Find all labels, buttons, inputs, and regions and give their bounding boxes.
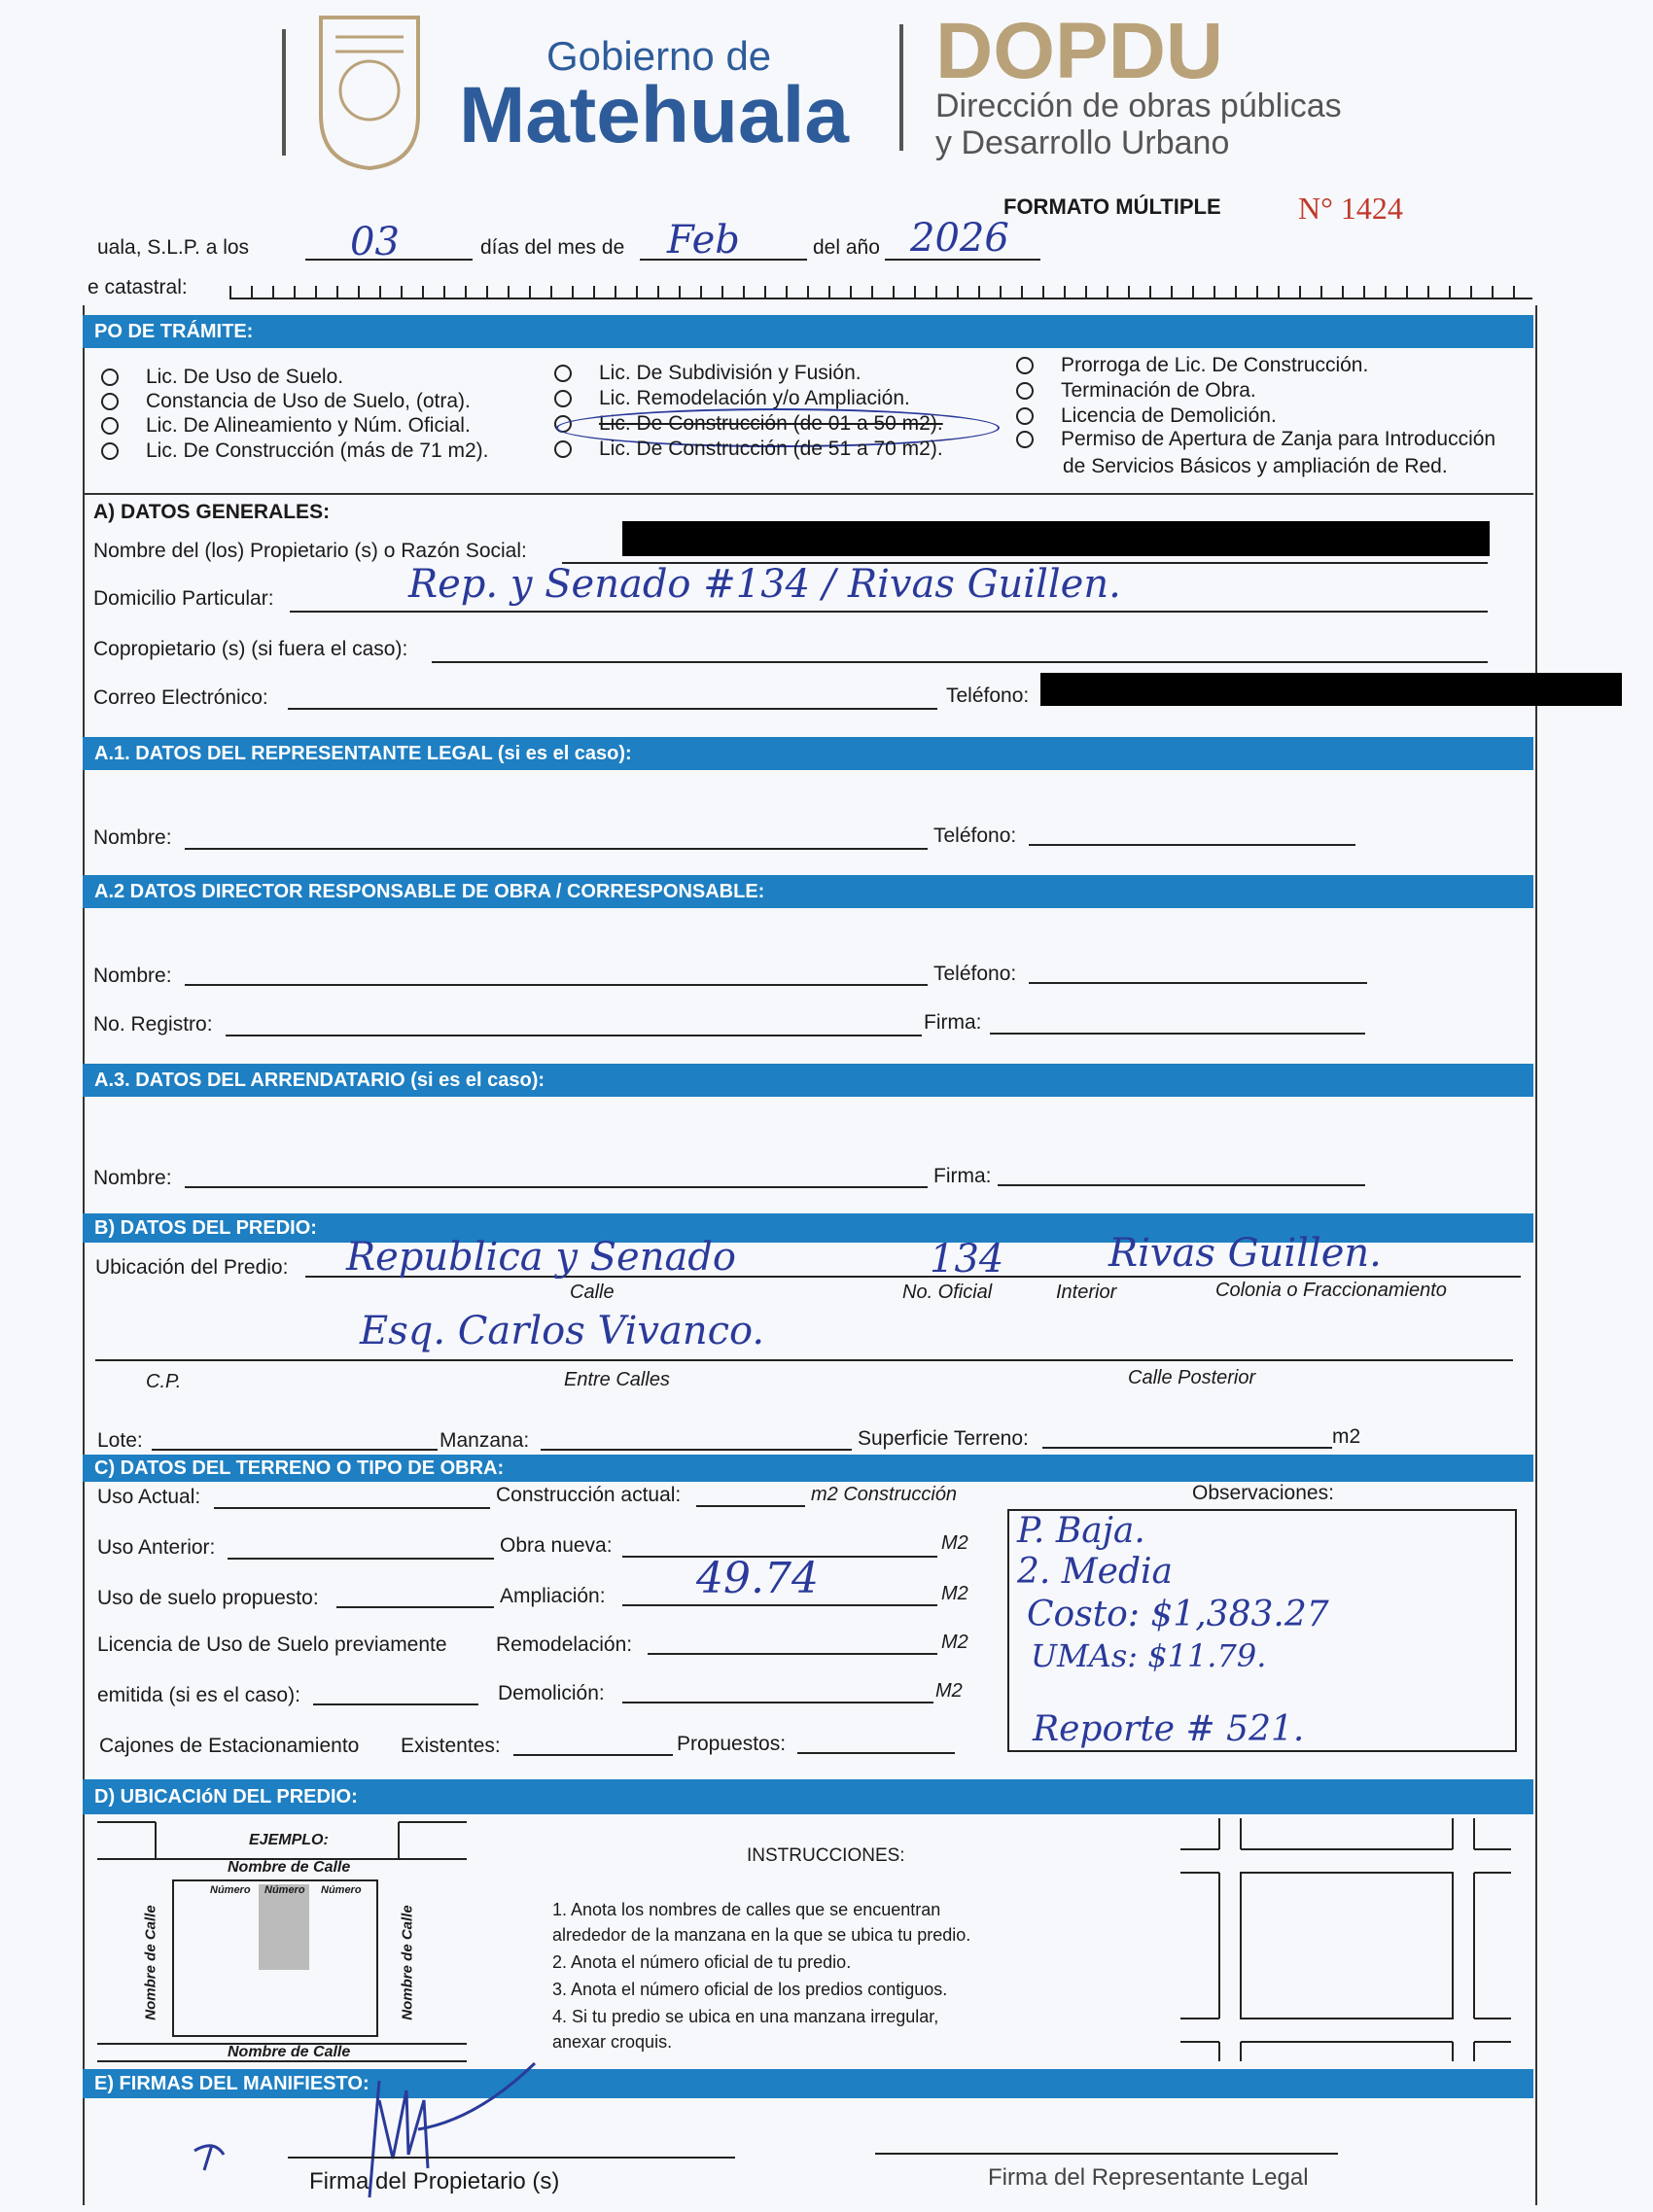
lote-label: Lote: bbox=[97, 1429, 143, 1452]
colonia-value: Rivas Guillen. bbox=[1108, 1231, 1382, 1276]
radio-bullet[interactable] bbox=[101, 442, 119, 460]
municipal-logo bbox=[311, 8, 428, 173]
example-street-left: Nombre de Calle bbox=[142, 1905, 159, 2020]
uso-anterior-label: Uso Anterior: bbox=[97, 1536, 216, 1559]
dir-name-label: Nombre: bbox=[93, 965, 172, 987]
gov-name: Matehuala bbox=[459, 71, 849, 159]
rep-signature-line[interactable] bbox=[875, 2153, 1338, 2155]
radio-bullet[interactable] bbox=[1016, 407, 1034, 425]
header-divider bbox=[282, 29, 286, 156]
arr-sign-label: Firma: bbox=[933, 1165, 992, 1187]
superficie-unit: m2 bbox=[1332, 1425, 1361, 1448]
director-header: A.2 DATOS DIRECTOR RESPONSABLE DE OBRA / CORRESPONSABLE: bbox=[83, 875, 1533, 908]
lote-field[interactable] bbox=[152, 1449, 438, 1451]
year-label: del año bbox=[813, 236, 880, 259]
owner-redaction bbox=[622, 521, 1490, 556]
radio-bullet[interactable] bbox=[554, 440, 572, 458]
const-actual-label: Construcción actual: bbox=[496, 1484, 682, 1506]
dir-sign-field[interactable] bbox=[990, 1033, 1365, 1035]
tramite-col2-item4[interactable]: Lic. De Construcción (de 51 a 70 m2). bbox=[554, 438, 943, 461]
example-numero-3: Número bbox=[321, 1884, 362, 1896]
between-field[interactable] bbox=[95, 1359, 1513, 1361]
dir-name-field[interactable] bbox=[185, 984, 928, 986]
radio-bullet[interactable] bbox=[101, 393, 119, 410]
radio-bullet[interactable] bbox=[554, 390, 572, 407]
radio-bullet[interactable] bbox=[1016, 357, 1034, 374]
superficie-field[interactable] bbox=[1042, 1447, 1332, 1449]
example-numero-2: Número bbox=[264, 1884, 305, 1896]
address-value: Rep. y Senado #134 / Rivas Guillen. bbox=[408, 562, 1121, 607]
email-field[interactable] bbox=[288, 708, 937, 710]
obra-nueva-unit: M2 bbox=[941, 1532, 968, 1554]
dept-acronym: DOPDU bbox=[935, 7, 1224, 95]
tramite-col1-item2[interactable]: Constancia de Uso de Suelo, (otra). bbox=[101, 390, 471, 413]
obs-note-3: Costo: $1,383.27 bbox=[1027, 1595, 1329, 1634]
tramite-header: PO DE TRÁMITE: bbox=[83, 315, 1533, 348]
radio-bullet[interactable] bbox=[101, 369, 119, 386]
email-label: Correo Electrónico: bbox=[93, 686, 268, 709]
ubicacion-header: D) UBICACIóN DEL PREDIO: bbox=[83, 1779, 1533, 1814]
m2-const-label: m2 Construcción bbox=[811, 1484, 958, 1505]
demolicion-field[interactable] bbox=[622, 1702, 933, 1703]
phone-redaction bbox=[1040, 673, 1622, 706]
propuestos-label: Propuestos: bbox=[677, 1733, 787, 1755]
radio-bullet[interactable] bbox=[101, 417, 119, 435]
year-value: 2026 bbox=[910, 216, 1009, 261]
gov-top-text: Gobierno de bbox=[546, 33, 772, 79]
firmas-header: E) FIRMAS DEL MANIFIESTO: bbox=[83, 2069, 1533, 2098]
instruction-3: 2. Anota el número oficial de tu predio. bbox=[552, 1952, 852, 1972]
between-caption: Entre Calles bbox=[564, 1369, 670, 1390]
rep-phone-label: Teléfono: bbox=[933, 825, 1017, 847]
example-street-top: Nombre de Calle bbox=[228, 1859, 351, 1876]
location-sketch-grid[interactable] bbox=[1180, 1818, 1511, 2061]
catastral-boxes[interactable] bbox=[229, 274, 1532, 299]
predio-header: B) DATOS DEL PREDIO: bbox=[83, 1213, 1533, 1243]
obs-note-2: 2. Media bbox=[1017, 1552, 1173, 1592]
folio-number: N° 1424 bbox=[1298, 191, 1403, 226]
location-label: Ubicación del Predio: bbox=[95, 1256, 289, 1279]
rear-caption: Calle Posterior bbox=[1128, 1367, 1256, 1388]
number-value: 134 bbox=[930, 1237, 1004, 1282]
superficie-label: Superficie Terreno: bbox=[858, 1427, 1029, 1450]
dept-line-1: Dirección de obras públicas bbox=[935, 88, 1342, 124]
owner-signature-label: Firma del Propietario (s) bbox=[309, 2168, 560, 2194]
ampliacion-value: 49.74 bbox=[696, 1554, 819, 1603]
owner-label: Nombre del (los) Propietario (s) o Razón Social: bbox=[93, 540, 527, 562]
tramite-col2-item3-selected[interactable]: Lic. De Construcción (de 01 a 50 m2). bbox=[554, 412, 943, 436]
number-caption: No. Oficial bbox=[902, 1282, 993, 1303]
remodelacion-field[interactable] bbox=[648, 1653, 937, 1655]
tramite-col3-item1[interactable]: Prorroga de Lic. De Construcción. bbox=[1016, 354, 1368, 377]
section-a-divider bbox=[83, 493, 1533, 495]
emitida-label: emitida (si es el caso): bbox=[97, 1684, 300, 1706]
example-street-right: Nombre de Calle bbox=[399, 1905, 416, 2020]
day-value: 03 bbox=[350, 220, 400, 264]
uso-propuesto-label: Uso de suelo propuesto: bbox=[97, 1587, 319, 1609]
obs-note-5: Reporte # 521. bbox=[1033, 1709, 1305, 1749]
owner-signature-line[interactable] bbox=[288, 2157, 735, 2159]
example-street-bottom: Nombre de Calle bbox=[228, 2044, 351, 2060]
manzana-field[interactable] bbox=[541, 1449, 852, 1451]
propuestos-field[interactable] bbox=[797, 1752, 955, 1754]
interior-caption: Interior bbox=[1056, 1282, 1117, 1303]
coowner-label: Copropietario (s) (si fuera el caso): bbox=[93, 638, 408, 660]
section-a-title: A) DATOS GENERALES: bbox=[93, 501, 331, 523]
catastral-label: e catastral: bbox=[88, 276, 188, 298]
emitida-field[interactable] bbox=[313, 1703, 478, 1705]
rep-name-field[interactable] bbox=[185, 848, 928, 850]
instruction-6: anexar croquis. bbox=[552, 2032, 673, 2052]
radio-bullet[interactable] bbox=[554, 365, 572, 382]
form-type: FORMATO MÚLTIPLE bbox=[1003, 194, 1221, 219]
tramite-col3-item2[interactable]: Terminación de Obra. bbox=[1016, 379, 1256, 403]
ampliacion-label: Ampliación: bbox=[500, 1585, 606, 1607]
month-value: Feb bbox=[667, 218, 740, 263]
instruction-4: 3. Anota el número oficial de los predios contiguos. bbox=[552, 1980, 948, 1999]
rep-name-label: Nombre: bbox=[93, 826, 172, 849]
obs-note-4: UMAs: $11.79. bbox=[1031, 1637, 1267, 1674]
dir-phone-field[interactable] bbox=[1029, 982, 1367, 984]
tramite-col3-item3[interactable]: Licencia de Demolición. bbox=[1016, 404, 1277, 428]
cp-caption: C.P. bbox=[146, 1371, 182, 1392]
radio-bullet[interactable] bbox=[1016, 431, 1034, 448]
representante-header: A.1. DATOS DEL REPRESENTANTE LEGAL (si es el caso): bbox=[83, 737, 1533, 770]
demolicion-unit: M2 bbox=[935, 1680, 963, 1702]
ampliacion-field[interactable] bbox=[622, 1604, 937, 1606]
remodelacion-unit: M2 bbox=[941, 1632, 968, 1653]
header-divider-2 bbox=[899, 24, 903, 151]
obra-nueva-label: Obra nueva: bbox=[500, 1534, 613, 1557]
licencia-prev-label: Licencia de Uso de Suelo previamente bbox=[97, 1633, 447, 1656]
instruction-5: 4. Si tu predio se ubica en una manzana irregular, bbox=[552, 2007, 939, 2026]
example-numero-1: Número bbox=[210, 1884, 251, 1896]
instructions-title: INSTRUCCIONES: bbox=[747, 1845, 905, 1866]
arr-name-field[interactable] bbox=[185, 1186, 928, 1188]
dir-reg-field[interactable] bbox=[226, 1035, 922, 1036]
uso-propuesto-field[interactable] bbox=[336, 1606, 494, 1608]
tramite-col1-item3[interactable]: Lic. De Alineamiento y Núm. Oficial. bbox=[101, 414, 471, 438]
phone-label: Teléfono: bbox=[946, 685, 1030, 707]
observaciones-label: Observaciones: bbox=[1192, 1482, 1334, 1504]
demolicion-label: Demolición: bbox=[498, 1682, 605, 1704]
uso-anterior-field[interactable] bbox=[228, 1558, 494, 1560]
instruction-1: 1. Anota los nombres de calles que se encuentran bbox=[552, 1900, 941, 1919]
tramite-col3-item4-cont: de Servicios Básicos y ampliación de Red. bbox=[1063, 455, 1448, 477]
colonia-caption: Colonia o Fraccionamiento bbox=[1215, 1280, 1447, 1301]
date-mid: días del mes de bbox=[480, 236, 625, 259]
date-prefix: uala, S.L.P. a los bbox=[97, 236, 250, 259]
arr-sign-field[interactable] bbox=[998, 1184, 1365, 1186]
tramite-col1-item4[interactable]: Lic. De Construcción (más de 71 m2). bbox=[101, 439, 488, 463]
arr-name-label: Nombre: bbox=[93, 1167, 172, 1189]
manzana-label: Manzana: bbox=[440, 1429, 530, 1452]
remodelacion-label: Remodelación: bbox=[496, 1633, 633, 1656]
const-actual-field[interactable] bbox=[696, 1505, 805, 1507]
tramite-col1-item1[interactable]: Lic. De Uso de Suelo. bbox=[101, 366, 343, 389]
ampliacion-unit: M2 bbox=[941, 1583, 968, 1604]
rep-signature-label: Firma del Representante Legal bbox=[988, 2164, 1309, 2191]
example-title: EJEMPLO: bbox=[249, 1832, 329, 1848]
arrendatario-header: A.3. DATOS DEL ARRENDATARIO (si es el caso): bbox=[83, 1064, 1533, 1097]
dir-reg-label: No. Registro: bbox=[93, 1013, 213, 1036]
address-label: Domicilio Particular: bbox=[93, 587, 274, 610]
dir-phone-label: Teléfono: bbox=[933, 963, 1017, 985]
tramite-col2-item2[interactable]: Lic. Remodelación y/o Ampliación. bbox=[554, 387, 910, 410]
dir-sign-label: Firma: bbox=[924, 1011, 982, 1034]
between-value: Esq. Carlos Vivanco. bbox=[360, 1309, 765, 1353]
existentes-label: Existentes: bbox=[401, 1735, 501, 1757]
instruction-2: alrededor de la manzana en la que se ubica tu predio. bbox=[552, 1925, 971, 1945]
dept-line-2: y Desarrollo Urbano bbox=[935, 124, 1230, 161]
radio-bullet[interactable] bbox=[1016, 382, 1034, 400]
tramite-col3-item4[interactable]: Permiso de Apertura de Zanja para Introducción bbox=[1016, 428, 1495, 451]
cajones-label: Cajones de Estacionamiento bbox=[99, 1735, 360, 1757]
existentes-field[interactable] bbox=[513, 1754, 673, 1756]
coowner-field[interactable] bbox=[432, 661, 1488, 663]
uso-actual-label: Uso Actual: bbox=[97, 1486, 201, 1508]
obs-note-1: P. Baja. bbox=[1017, 1511, 1145, 1551]
terreno-header: C) DATOS DEL TERRENO O TIPO DE OBRA: bbox=[83, 1455, 1533, 1482]
tramite-col2-item1[interactable]: Lic. De Subdivisión y Fusión. bbox=[554, 362, 862, 385]
uso-actual-field[interactable] bbox=[214, 1507, 490, 1509]
street-value: Republica y Senado bbox=[346, 1235, 736, 1280]
address-field[interactable] bbox=[290, 611, 1488, 613]
rep-phone-field[interactable] bbox=[1029, 844, 1355, 846]
street-caption: Calle bbox=[570, 1282, 615, 1303]
